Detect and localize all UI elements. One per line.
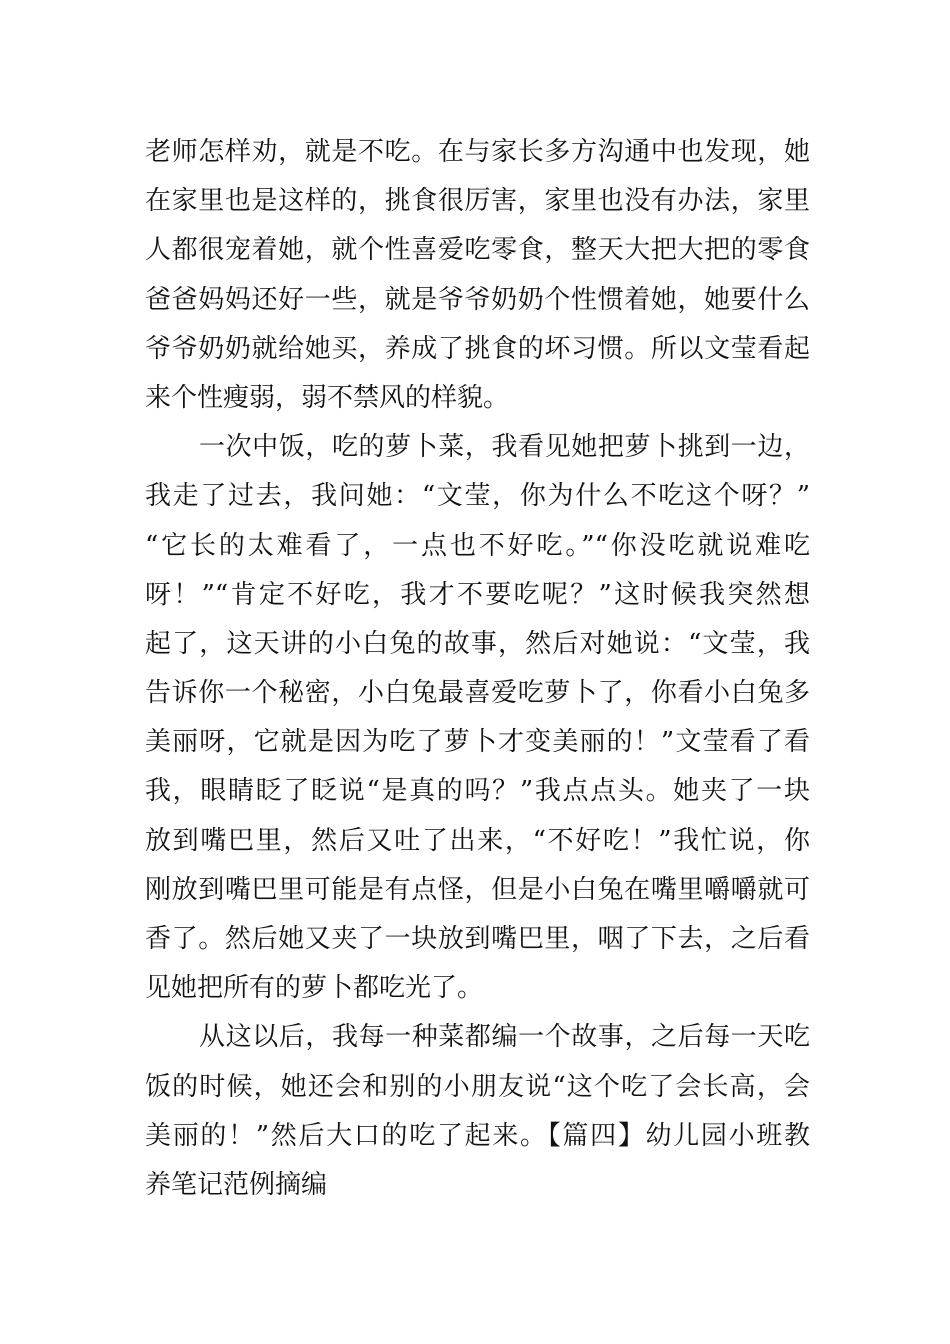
text-line: 香了。然后她又夹了一块放到嘴巴里，咽了下去，之后看: [145, 924, 810, 954]
text-line: 爷爷奶奶就给她买，养成了挑食的坏习惯。所以文莹看起: [145, 333, 810, 364]
text-line: 在家里也是这样的，挑食很厉害，家里也没有办法，家里: [145, 186, 810, 217]
text-line: 刚放到嘴巴里可能是有点怪，但是小白兔在嘴里嚼嚼就可: [145, 874, 810, 905]
body-text: [145, 128, 810, 1210]
text-line: 养笔记范例摘编: [145, 1169, 328, 1200]
text-line: 爸爸妈妈还好一些，就是爷爷奶奶个性惯着她，她要什么: [145, 284, 810, 315]
text-line: 起了，这天讲的小白兔的故事，然后对她说：“文莹，我: [145, 628, 810, 659]
text-line: 美丽呀，它就是因为吃了萝卜才变美丽的！”文莹看了看: [145, 727, 810, 758]
text-line: 放到嘴巴里，然后又吐了出来，“不好吃！”我忙说，你: [145, 825, 810, 856]
text-line: 我，眼睛眨了眨说“是真的吗？”我点点头。她夹了一块: [145, 776, 810, 807]
text-line: “它长的太难看了，一点也不好吃。”“你没吃就说难吃: [145, 530, 810, 561]
text-line: 呀！”“肯定不好吃，我才不要吃呢？”这时候我突然想: [145, 579, 810, 610]
text-line: 见她把所有的萝卜都吃光了。: [145, 973, 484, 1004]
text-line: 我走了过去，我问她：“文莹，你为什么不吃这个呀？”: [145, 481, 810, 512]
text-line: 来个性瘦弱，弱不禁风的样貌。: [145, 382, 510, 413]
text-line: 一次中饭，吃的萝卜菜，我看见她把萝卜挑到一边，: [199, 432, 810, 463]
text-line: 告诉你一个秘密，小白兔最喜爱吃萝卜了，你看小白兔多: [145, 678, 810, 709]
text-line: 老师怎样劝，就是不吃。在与家长多方沟通中也发现，她: [145, 137, 810, 167]
text-line: 美丽的！”然后大口的吃了起来。【篇四】幼儿园小班教: [145, 1120, 810, 1151]
text-line: 人都很宠着她，就个性喜爱吃零食，整天大把大把的零食: [145, 235, 810, 266]
text-line: 饭的时候，她还会和别的小朋友说“这个吃了会长高，会: [145, 1071, 810, 1102]
text-line: 从这以后，我每一种菜都编一个故事，之后每一天吃: [199, 1022, 810, 1053]
